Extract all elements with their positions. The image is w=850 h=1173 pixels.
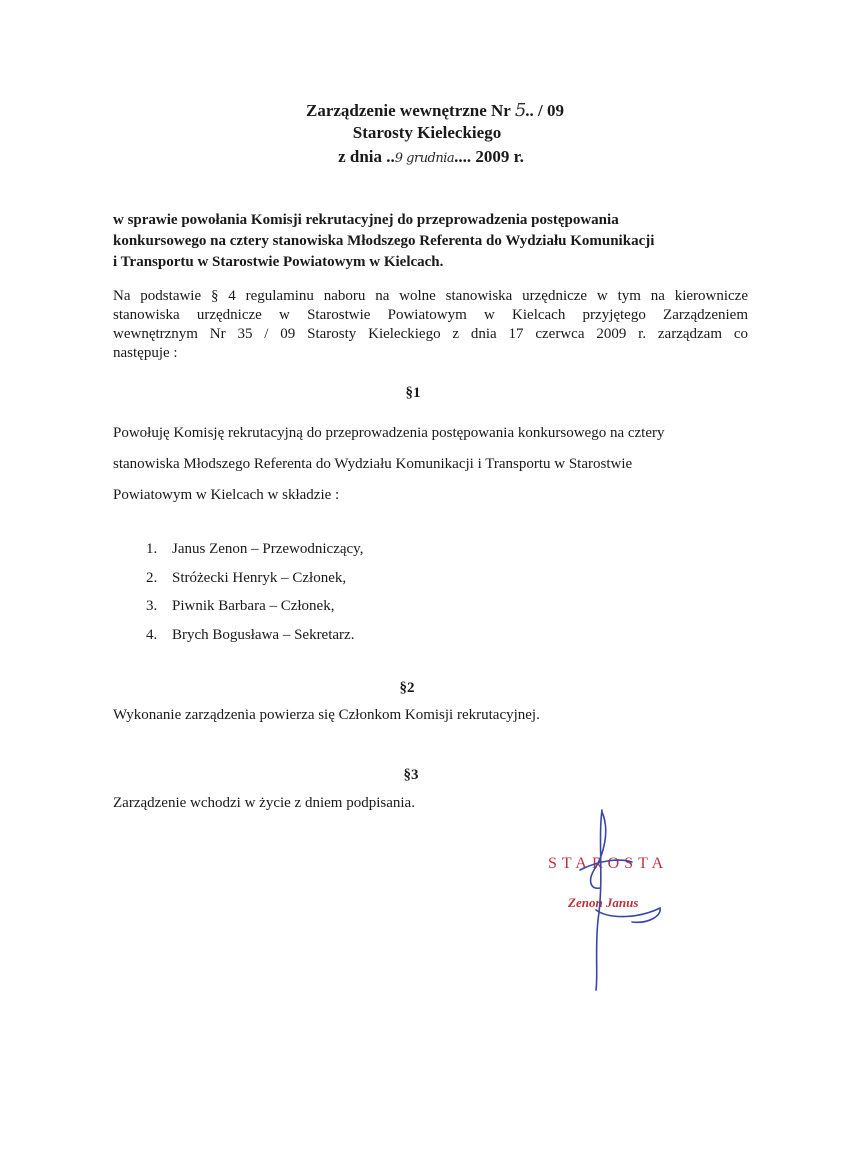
appointment-line: Powołuję Komisję rekrutacyjną do przeprowadzenia postępowania konkursowego na cztery <box>113 425 665 441</box>
item-number: 1. <box>146 541 158 557</box>
basis-line: następuje : <box>113 345 178 361</box>
title-prefix: Zarządzenie wewnętrzne Nr <box>305 101 511 120</box>
basis-line: wewnętrznym Nr 35 / 09 Starosty Kieleckiego z dnia 17 czerwca 2009 r. zarządzam co <box>113 326 748 342</box>
document-date <box>6 146 850 170</box>
list-item <box>146 621 363 650</box>
document-title <box>10 100 850 122</box>
basis-line: stanowiska urzędnicze w Starostwie Powiatowym w Kielcach przyjętego Zarządzeniem <box>113 307 748 323</box>
list-item <box>146 535 363 564</box>
document-issuer: Starosty Kieleckiego <box>352 123 502 142</box>
subject-block <box>113 210 743 273</box>
member-text: Brych Bogusława – Sekretarz. <box>172 626 355 643</box>
list-item <box>146 564 363 593</box>
signature-scribble-icon <box>540 800 740 1000</box>
date-prefix: z dnia .. <box>338 147 395 166</box>
handwritten-date: 9 grudnia <box>394 151 455 166</box>
stamp-name: Zenon Janus <box>568 895 639 910</box>
committee-members-list <box>146 535 363 649</box>
appointment-line: Powiatowym w Kielcach w składzie : <box>113 487 340 503</box>
stamp-title: STAROSTA <box>548 855 669 872</box>
section-3-heading: §3 <box>403 767 419 783</box>
section-1-heading: §1 <box>405 385 421 401</box>
subject-line: w sprawie powołania Komisji rekrutacyjnej do przeprowadzenia postępowania <box>113 212 619 228</box>
execution-paragraph: Wykonanie zarządzenia powierza się Członkom Komisji rekrutacyjnej. <box>113 707 540 723</box>
member-text: Stróżecki Henryk – Członek, <box>172 569 347 586</box>
list-item <box>146 592 363 621</box>
item-number: 3. <box>146 598 158 614</box>
number-dots: .. <box>525 101 539 120</box>
appointment-paragraph <box>113 418 753 511</box>
item-number: 2. <box>146 569 158 586</box>
title-suffix: / 09 <box>538 101 564 120</box>
legal-basis-paragraph <box>113 287 748 363</box>
basis-line: Na podstawie § 4 regulaminu naboru na wolne stanowiska urzędnicze w tym na kierownicze <box>113 288 748 304</box>
subject-line: i Transportu w Starostwie Powiatowym w Kielcach. <box>113 254 444 270</box>
item-number: 4. <box>146 626 158 643</box>
date-suffix: .... 2009 r. <box>454 147 524 166</box>
official-stamp <box>540 800 740 1000</box>
section-2-heading: §2 <box>399 680 415 696</box>
member-text: Piwnik Barbara – Członek, <box>172 598 335 614</box>
appointment-line: stanowiska Młodszego Referenta do Wydziału Komunikacji i Transportu w Starostwie <box>113 456 633 472</box>
member-text: Janus Zenon – Przewodniczący, <box>172 541 364 557</box>
subject-line: konkursowego na cztery stanowiska Młodszego Referenta do Wydziału Komunikacji <box>113 233 655 249</box>
handwritten-number: 5 <box>514 100 526 121</box>
effective-date-paragraph: Zarządzenie wchodzi w życie z dniem podpisania. <box>113 795 415 811</box>
